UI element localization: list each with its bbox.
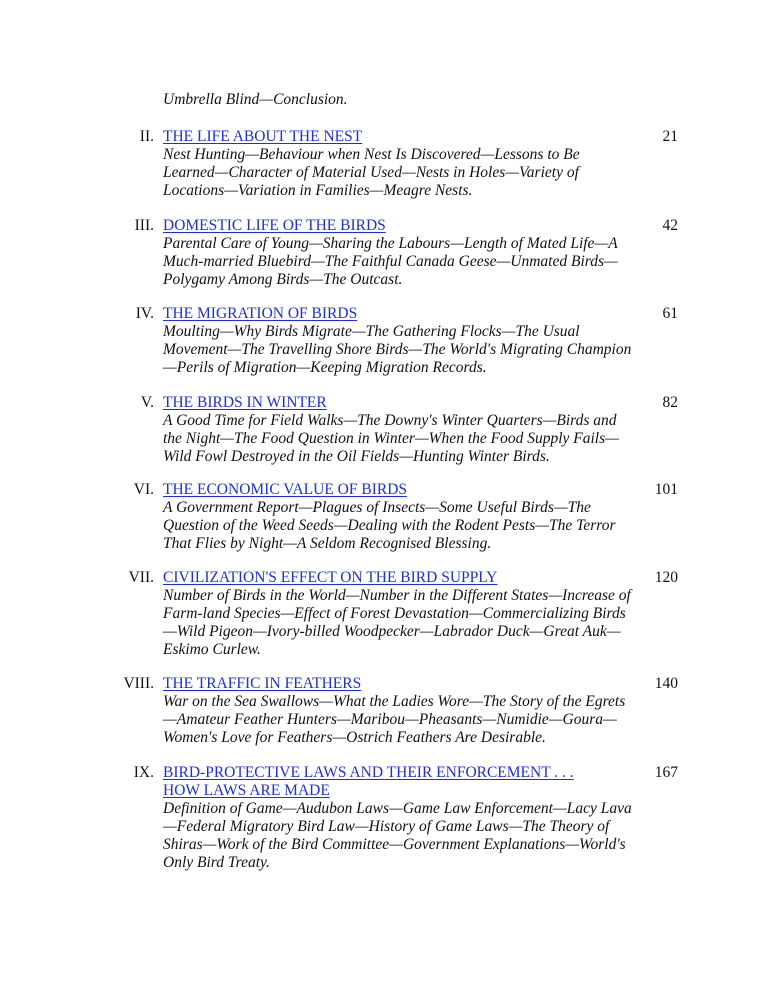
chapter-description: War on the Sea Swallows—What the Ladies Wore—The Story of the Egrets—Amateur Feather Hunters—Maribou—Pheasants—Numidie—Goura—Women's Love for Feathers—Ostrich Feathers Are Desirable.: [163, 693, 626, 746]
chapter-description: Nest Hunting—Behaviour when Nest Is Discovered—Lessons to Be Learned—Character of Material Used—Nests in Holes—Variety of Locations—Variation in Families—Meagre Nests.: [163, 146, 580, 199]
chapter-title-link[interactable]: THE TRAFFIC IN FEATHERS: [163, 675, 362, 692]
chapter-description: Moulting—Why Birds Migrate—The Gathering Flocks—The Usual Movement—The Travelling Shore Birds—The World's Migrating Champion—Perils of Migration—Keeping Migration Records.: [163, 323, 632, 376]
chapter-page-number: 120: [654, 569, 678, 586]
chapter-content: [163, 394, 633, 466]
chapter-content: [163, 305, 633, 377]
chapter-title-link[interactable]: THE LIFE ABOUT THE NEST: [163, 128, 363, 145]
chapter-title-link[interactable]: DOMESTIC LIFE OF THE BIRDS: [163, 217, 386, 234]
chapter-numeral: VI.: [133, 481, 154, 498]
chapter-description: Parental Care of Young—Sharing the Labours—Length of Mated Life—A Much-married Bluebird—The Faithful Canada Geese—Unmated Birds—Polygamy Among Birds—The Outcast.: [163, 235, 618, 288]
continued-description: Umbrella Blind—Conclusion.: [163, 91, 348, 108]
chapter-title-link[interactable]: CIVILIZATION'S EFFECT ON THE BIRD SUPPLY: [163, 569, 498, 586]
chapter-numeral: II.: [139, 128, 154, 145]
chapter-description: A Good Time for Field Walks—The Downy's Winter Quarters—Birds and the Night—The Food Question in Winter—When the Food Supply Fails—Wild Fowl Destroyed in the Oil Fields—Hunting Winter Birds.: [163, 412, 619, 465]
chapter-title-link[interactable]: BIRD-PROTECTIVE LAWS AND THEIR ENFORCEMENT . . . HOW LAWS ARE MADE: [163, 764, 574, 799]
chapter-numeral: V.: [140, 394, 154, 411]
chapter-content: [163, 675, 633, 747]
chapter-description: A Government Report—Plagues of Insects—Some Useful Birds—The Question of the Weed Seeds—Dealing with the Rodent Pests—The Terror That Flies by Night—A Seldom Recognised Blessing.: [163, 499, 616, 552]
chapter-page-number: 140: [654, 675, 678, 692]
chapter-page-number: 167: [654, 764, 678, 781]
chapter-content: [163, 764, 633, 872]
chapter-description: Number of Birds in the World—Number in the Different States—Increase of Farm-land Species—Effect of Forest Devastation—Commercializing Birds—Wild Pigeon—Ivory-billed Woodpecker—Labrador Duck—Great Auk—Eskimo Curlew.: [163, 587, 631, 658]
chapter-description: Definition of Game—Audubon Laws—Game Law Enforcement—Lacy Lava—Federal Migratory Bird Law—History of Game Laws—The Theory of Shiras—Work of the Bird Committee—Government Explanations—World's Only Bird Treaty.: [163, 800, 632, 871]
chapter-content: [163, 128, 633, 200]
chapter-title-link[interactable]: THE ECONOMIC VALUE OF BIRDS: [163, 481, 408, 498]
chapter-page-number: 101: [654, 481, 678, 498]
chapter-numeral: VIII.: [123, 675, 154, 692]
chapter-title-link[interactable]: THE BIRDS IN WINTER: [163, 394, 327, 411]
chapter-numeral: IV.: [135, 305, 154, 322]
chapter-numeral: III.: [134, 217, 154, 234]
chapter-numeral: VII.: [128, 569, 154, 586]
chapter-page-number: 82: [662, 394, 678, 411]
chapter-title-link[interactable]: THE MIGRATION OF BIRDS: [163, 305, 358, 322]
chapter-page-number: 61: [662, 305, 678, 322]
chapter-numeral: IX.: [133, 764, 154, 781]
chapter-page-number: 42: [662, 217, 678, 234]
chapter-content: [163, 217, 633, 289]
chapter-content: [163, 481, 633, 553]
chapter-content: [163, 569, 633, 659]
chapter-page-number: 21: [662, 128, 678, 145]
